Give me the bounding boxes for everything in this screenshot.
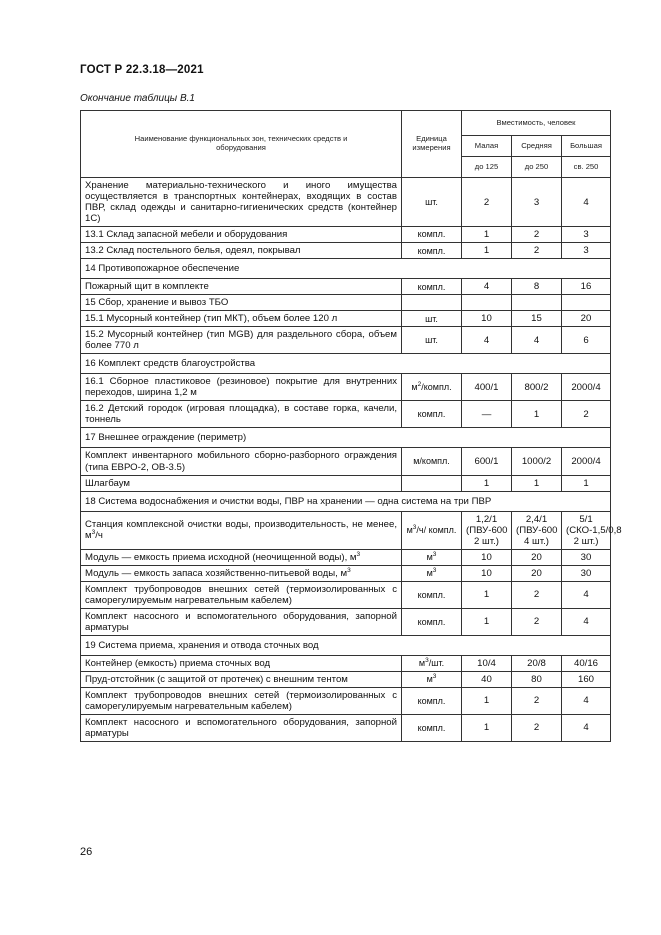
row-small: 1 [462,581,512,608]
table-row [81,511,611,549]
document-code: ГОСТ Р 22.3.18—2021 [80,64,204,76]
row-large: 4 [562,714,611,741]
table-row [81,448,611,475]
row-small: 4 [462,327,512,354]
row-unit: $м^3/шт$. [402,655,462,671]
row-large: 1 [562,475,611,491]
row-large: 2000/4 [562,448,611,475]
header-capacity: Вместимость, человек [462,111,611,136]
row-unit: компл. [402,279,462,295]
row-medium: 2 [512,687,562,714]
row-medium: 2 [512,608,562,635]
row-medium: 1 [512,475,562,491]
row-large: 30 [562,549,611,565]
row-small: 10/4 [462,655,512,671]
table-caption: Окончание таблицы В.1 [80,93,195,104]
row-small: 1 [462,608,512,635]
row-name: 16.2 Детский городок (игровая площадка), в составе горка, качели, тоннель [81,401,402,428]
row-medium: 1 [512,401,562,428]
row-small: 1,2/1 (ПВУ-600 2 шт.) [462,511,512,549]
row-medium: 15 [512,311,562,327]
row-large: 4 [562,178,611,227]
row-unit: компл. [402,714,462,741]
row-small: 1 [462,687,512,714]
table-row [81,259,611,279]
table-row [81,354,611,374]
row-unit: $м^3/ч/$ компл. [402,511,462,549]
row-unit [402,475,462,491]
row-large: 2000/4 [562,374,611,401]
table-row [81,279,611,295]
row-medium: 3 [512,178,562,227]
table-row [81,227,611,243]
table-row [81,565,611,581]
row-large: 30 [562,565,611,581]
row-small: 1 [462,243,512,259]
row-medium: 20 [512,565,562,581]
row-unit: компл. [402,227,462,243]
row-unit: $м^3$ [402,565,462,581]
row-medium: 1000/2 [512,448,562,475]
header-large: Большая [562,136,611,157]
row-name: 14 Противопожарное обеспечение [81,259,611,279]
row-name: 15.1 Мусорный контейнер (тип МКТ), объем более 120 л [81,311,402,327]
header-small: Малая [462,136,512,157]
row-name: 16 Комплект средств благоустройства [81,354,611,374]
row-small: 1 [462,227,512,243]
row-small: — [462,401,512,428]
row-name: 17 Внешнее ограждение (периметр) [81,428,611,448]
row-large: 2 [562,401,611,428]
row-name: Пожарный щит в комплекте [81,279,402,295]
row-unit: шт. [402,327,462,354]
row-small [462,295,512,311]
table-row [81,295,611,311]
row-unit: компл. [402,608,462,635]
row-name: Хранение материально-технического и иного имущества осуществляется в транспортных контейнерах, входящих в состав ПВР, склад одежды и санитарно-гигиенических средств (контейнер 1С) [81,178,402,227]
header-unit: Единица измерения [402,111,462,178]
row-medium: 4 [512,327,562,354]
table-row [81,491,611,511]
table-row [81,608,611,635]
row-name: Комплект инвентарного мобильного сборно-разборного ограждения (типа ЕВРО-2, ОВ-3.5) [81,448,402,475]
header-medium-range: до 250 [512,157,562,178]
row-small: 1 [462,475,512,491]
row-name: Модуль — емкость приема исходной (неочищенной воды), $м^3$ [81,549,402,565]
row-medium: 2 [512,581,562,608]
row-large: 3 [562,243,611,259]
table-row [81,671,611,687]
row-large: 4 [562,608,611,635]
row-small: 4 [462,279,512,295]
header-large-range: св. 250 [562,157,611,178]
table-row [81,635,611,655]
row-medium: 800/2 [512,374,562,401]
header-small-range: до 125 [462,157,512,178]
table-row [81,327,611,354]
row-medium: 2 [512,243,562,259]
row-large [562,295,611,311]
row-name: 13.1 Склад запасной мебели и оборудования [81,227,402,243]
row-name: Комплект насосного и вспомогательного оборудования, запорной арматуры [81,714,402,741]
row-name: Комплект трубопроводов внешних сетей (термоизолированных с саморегулируемым нагревательным кабелем) [81,687,402,714]
table-row [81,243,611,259]
row-small: 1 [462,714,512,741]
row-unit [402,295,462,311]
row-large: 4 [562,581,611,608]
row-large: 20 [562,311,611,327]
row-name: Комплект насосного и вспомогательного оборудования, запорной арматуры [81,608,402,635]
row-small: 600/1 [462,448,512,475]
table-row [81,374,611,401]
row-medium: 2 [512,227,562,243]
row-name: Контейнер (емкость) приема сточных вод [81,655,402,671]
table-row [81,475,611,491]
header-medium: Средняя [512,136,562,157]
table-row [81,655,611,671]
row-medium [512,295,562,311]
row-unit: компл. [402,243,462,259]
row-name: 19 Система приема, хранения и отвода сточных вод [81,635,611,655]
row-medium: 8 [512,279,562,295]
row-small: 40 [462,671,512,687]
row-unit: компл. [402,401,462,428]
row-medium: 2,4/1 (ПВУ-600 4 шт.) [512,511,562,549]
row-unit: компл. [402,581,462,608]
row-large: 5/1 (СКО-1,5/0,8 2 шт.) [562,511,611,549]
row-small: 400/1 [462,374,512,401]
row-unit: компл. [402,687,462,714]
row-small: 10 [462,549,512,565]
row-name: Пруд-отстойник (с защитой от протечек) с внешним тентом [81,671,402,687]
row-unit: шт. [402,178,462,227]
capacity-table [80,110,622,742]
table-row [81,178,611,227]
row-medium: 20 [512,549,562,565]
row-unit: $м^2$/компл. [402,374,462,401]
row-name: 15 Сбор, хранение и вывоз ТБО [81,295,402,311]
row-name: 16.1 Сборное пластиковое (резиновое) покрытие для внутренних переходов, ширина 1,2 м [81,374,402,401]
row-medium: 2 [512,714,562,741]
table-row [81,687,611,714]
row-medium: 80 [512,671,562,687]
row-unit: $м^3$ [402,671,462,687]
table-row [81,714,611,741]
table-row [81,401,611,428]
header-name: Наименование функциональных зон, технических средств и оборудования [81,111,402,178]
row-name: 13.2 Склад постельного белья, одеял, покрывал [81,243,402,259]
row-unit: шт. [402,311,462,327]
row-large: 6 [562,327,611,354]
row-small: 10 [462,565,512,581]
page-number: 26 [80,846,93,858]
table-row [81,311,611,327]
table-row [81,581,611,608]
row-name: 15.2 Мусорный контейнер (тип MGB) для раздельного сбора, объем более 770 л [81,327,402,354]
row-name: Станция комплексной очистки воды, производительность, не менее, $м^3/ч$ [81,511,402,549]
row-unit: $м^3$ [402,549,462,565]
row-large: 16 [562,279,611,295]
table-row [81,549,611,565]
row-small: 2 [462,178,512,227]
row-unit: м/компл. [402,448,462,475]
row-medium: 20/8 [512,655,562,671]
row-large: 40/16 [562,655,611,671]
row-name: 18 Система водоснабжения и очистки воды, ПВР на хранении — одна система на три ПВР [81,491,611,511]
row-name: Модуль — емкость запаса хозяйственно-питьевой воды, $м^3$ [81,565,402,581]
row-large: 160 [562,671,611,687]
row-large: 4 [562,687,611,714]
row-name: Комплект трубопроводов внешних сетей (термоизолированных с саморегулируемым нагревательным кабелем) [81,581,402,608]
table-row [81,428,611,448]
row-name: Шлагбаум [81,475,402,491]
row-small: 10 [462,311,512,327]
row-large: 3 [562,227,611,243]
